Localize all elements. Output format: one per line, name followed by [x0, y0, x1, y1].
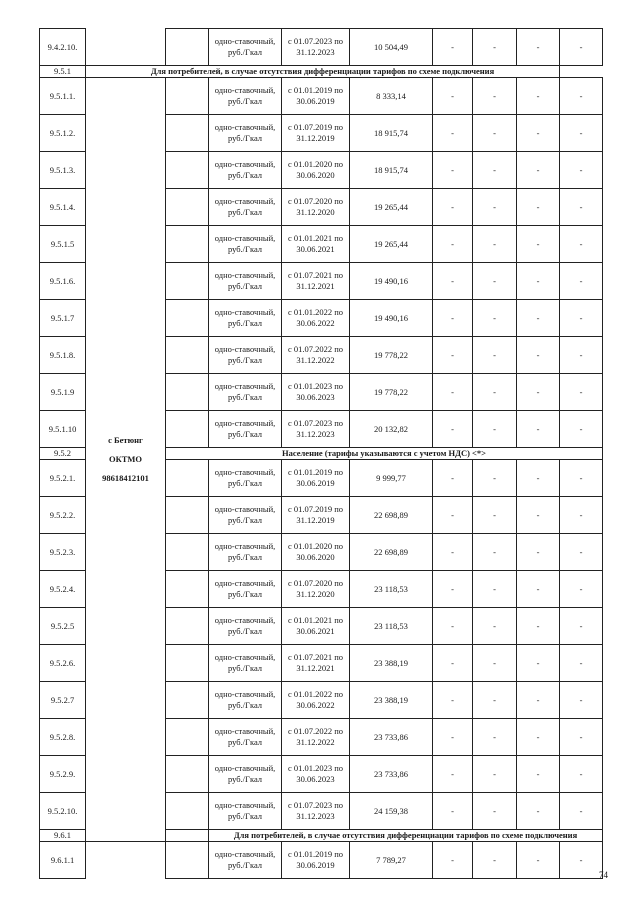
tariff-value: 18 915,74 [350, 152, 433, 189]
empty-cell [166, 78, 209, 115]
dash-cell: - [473, 300, 517, 337]
period-cell: с 01.07.2022 по 31.12.2022 [282, 337, 350, 374]
dash-cell: - [433, 337, 473, 374]
empty-cell [166, 497, 209, 534]
period-cell: с 01.07.2023 по 31.12.2023 [282, 29, 350, 66]
tariff-value: 23 733,86 [350, 719, 433, 756]
unit-cell: одно-ставочный, руб./Гкал [209, 756, 282, 793]
dash-cell: - [517, 226, 560, 263]
period-cell: с 01.01.2020 по 30.06.2020 [282, 152, 350, 189]
empty-cell [166, 682, 209, 719]
unit-cell: одно-ставочный, руб./Гкал [209, 115, 282, 152]
dash-cell: - [517, 189, 560, 226]
dash-cell: - [473, 682, 517, 719]
oktmo-label: ОКТМО [109, 454, 142, 464]
tariff-value: 7 789,27 [350, 842, 433, 879]
dash-cell: - [473, 756, 517, 793]
empty-cell [166, 793, 209, 830]
dash-cell: - [433, 374, 473, 411]
period-cell: с 01.07.2022 по 31.12.2022 [282, 719, 350, 756]
tariff-value: 19 778,22 [350, 374, 433, 411]
dash-cell: - [517, 608, 560, 645]
period-cell: с 01.07.2020 по 31.12.2020 [282, 571, 350, 608]
table-row [40, 842, 603, 879]
row-code: 9.5.2.2. [40, 497, 86, 534]
dash-cell: - [473, 29, 517, 66]
period-cell: с 01.01.2019 по 30.06.2019 [282, 460, 350, 497]
row-code: 9.5.2.9. [40, 756, 86, 793]
dash-cell: - [517, 842, 560, 879]
dash-cell: - [473, 645, 517, 682]
tariff-value: 9 999,77 [350, 460, 433, 497]
empty-cell [166, 460, 209, 497]
dash-cell: - [517, 719, 560, 756]
dash-cell: - [473, 534, 517, 571]
empty-cell [166, 842, 209, 879]
dash-cell: - [517, 497, 560, 534]
section-code: 9.5.2 [40, 448, 86, 460]
row-code: 9.5.1.9 [40, 374, 86, 411]
dash-cell: - [560, 337, 603, 374]
dash-cell: - [560, 115, 603, 152]
dash-cell: - [433, 645, 473, 682]
unit-cell: одно-ставочный, руб./Гкал [209, 842, 282, 879]
unit-cell: одно-ставочный, руб./Гкал [209, 571, 282, 608]
unit-cell: одно-ставочный, руб./Гкал [209, 374, 282, 411]
empty-cell [166, 534, 209, 571]
unit-cell: одно-ставочный, руб./Гкал [209, 645, 282, 682]
unit-cell: одно-ставочный, руб./Гкал [209, 189, 282, 226]
dash-cell: - [433, 115, 473, 152]
unit-cell: одно-ставочный, руб./Гкал [209, 682, 282, 719]
unit-cell: одно-ставочный, руб./Гкал [209, 337, 282, 374]
dash-cell: - [473, 411, 517, 448]
dash-cell: - [560, 29, 603, 66]
dash-cell: - [433, 226, 473, 263]
empty-cell [166, 115, 209, 152]
dash-cell: - [473, 337, 517, 374]
dash-cell: - [473, 793, 517, 830]
dash-cell: - [517, 152, 560, 189]
dash-cell: - [517, 300, 560, 337]
dash-cell: - [433, 719, 473, 756]
dash-cell: - [433, 263, 473, 300]
period-cell: с 01.07.2019 по 31.12.2019 [282, 497, 350, 534]
dash-cell: - [517, 115, 560, 152]
period-cell: с 01.01.2022 по 30.06.2022 [282, 682, 350, 719]
settlement-cell [86, 78, 166, 842]
dash-cell: - [433, 152, 473, 189]
row-code: 9.5.1.2. [40, 115, 86, 152]
row-code: 9.5.1.5 [40, 226, 86, 263]
tariff-table [39, 28, 603, 879]
dash-cell: - [560, 756, 603, 793]
dash-cell: - [517, 793, 560, 830]
row-code: 9.5.2.10. [40, 793, 86, 830]
empty-cell [166, 756, 209, 793]
tariff-value: 8 333,14 [350, 78, 433, 115]
blank-cell [166, 830, 209, 842]
unit-cell: одно-ставочный, руб./Гкал [209, 719, 282, 756]
dash-cell: - [433, 534, 473, 571]
table-row [40, 78, 603, 115]
tariff-value: 23 388,19 [350, 645, 433, 682]
unit-cell: одно-ставочный, руб./Гкал [209, 152, 282, 189]
dash-cell: - [560, 300, 603, 337]
empty-cell [166, 263, 209, 300]
section-code: 9.6.1 [40, 830, 86, 842]
dash-cell: - [473, 226, 517, 263]
tariff-value: 23 118,53 [350, 571, 433, 608]
dash-cell: - [517, 460, 560, 497]
dash-cell: - [473, 608, 517, 645]
empty-cell [166, 645, 209, 682]
tariff-value: 23 733,86 [350, 756, 433, 793]
dash-cell: - [560, 263, 603, 300]
empty-cell [166, 608, 209, 645]
empty-cell [166, 411, 209, 448]
unit-cell: одно-ставочный, руб./Гкал [209, 793, 282, 830]
dash-cell: - [473, 263, 517, 300]
unit-cell: одно-ставочный, руб./Гкал [209, 497, 282, 534]
unit-cell: одно-ставочный, руб./Гкал [209, 300, 282, 337]
dash-cell: - [560, 189, 603, 226]
row-code: 9.4.2.10. [40, 29, 86, 66]
period-cell: с 01.01.2021 по 30.06.2021 [282, 608, 350, 645]
dash-cell: - [517, 571, 560, 608]
row-code: 9.5.2.6. [40, 645, 86, 682]
period-cell: с 01.07.2021 по 31.12.2021 [282, 645, 350, 682]
dash-cell: - [560, 645, 603, 682]
unit-cell: одно-ставочный, руб./Гкал [209, 411, 282, 448]
row-code: 9.5.1.7 [40, 300, 86, 337]
tariff-value: 22 698,89 [350, 534, 433, 571]
unit-cell: одно-ставочный, руб./Гкал [209, 460, 282, 497]
dash-cell: - [473, 152, 517, 189]
oktmo-code: 98618412101 [102, 473, 149, 483]
dash-cell: - [560, 682, 603, 719]
dash-cell: - [433, 189, 473, 226]
row-code: 9.5.1.3. [40, 152, 86, 189]
dash-cell: - [473, 374, 517, 411]
blank-cell [86, 29, 166, 66]
row-code: 9.5.2.5 [40, 608, 86, 645]
row-code: 9.5.1.4. [40, 189, 86, 226]
dash-cell: - [517, 534, 560, 571]
unit-cell: одно-ставочный, руб./Гкал [209, 29, 282, 66]
unit-cell: одно-ставочный, руб./Гкал [209, 608, 282, 645]
dash-cell: - [517, 78, 560, 115]
tariff-value: 19 778,22 [350, 337, 433, 374]
dash-cell: - [560, 608, 603, 645]
empty-cell [166, 300, 209, 337]
unit-cell: одно-ставочный, руб./Гкал [209, 534, 282, 571]
period-cell: с 01.01.2023 по 30.06.2023 [282, 756, 350, 793]
dash-cell: - [517, 411, 560, 448]
dash-cell: - [560, 571, 603, 608]
period-cell: с 01.01.2021 по 30.06.2021 [282, 226, 350, 263]
dash-cell: - [517, 263, 560, 300]
dash-cell: - [560, 152, 603, 189]
period-cell: с 01.07.2023 по 31.12.2023 [282, 411, 350, 448]
empty-cell [166, 719, 209, 756]
dash-cell: - [473, 842, 517, 879]
dash-cell: - [473, 460, 517, 497]
row-code: 9.5.1.6. [40, 263, 86, 300]
row-code: 9.5.2.7 [40, 682, 86, 719]
dash-cell: - [433, 411, 473, 448]
dash-cell: - [560, 78, 603, 115]
tariff-value: 10 504,49 [350, 29, 433, 66]
dash-cell: - [433, 497, 473, 534]
empty-cell [166, 337, 209, 374]
dash-cell: - [433, 571, 473, 608]
dash-cell: - [517, 374, 560, 411]
dash-cell: - [473, 719, 517, 756]
row-code: 9.5.1.8. [40, 337, 86, 374]
dash-cell: - [517, 645, 560, 682]
tariff-value: 19 265,44 [350, 226, 433, 263]
table-row [40, 29, 603, 66]
section-code: 9.5.1 [40, 66, 86, 78]
dash-cell: - [473, 78, 517, 115]
period-cell: с 01.07.2023 по 31.12.2023 [282, 793, 350, 830]
dash-cell: - [517, 682, 560, 719]
dash-cell: - [560, 719, 603, 756]
row-code: 9.5.2.1. [40, 460, 86, 497]
empty-cell [166, 189, 209, 226]
row-code: 9.5.2.4. [40, 571, 86, 608]
empty-cell [166, 226, 209, 263]
row-code: 9.5.2.3. [40, 534, 86, 571]
dash-cell: - [433, 682, 473, 719]
dash-cell: - [560, 534, 603, 571]
row-code: 9.5.2.8. [40, 719, 86, 756]
period-cell: с 01.07.2021 по 31.12.2021 [282, 263, 350, 300]
tariff-value: 24 159,38 [350, 793, 433, 830]
dash-cell: - [517, 337, 560, 374]
settlement-name: с Бетюнг [108, 435, 143, 445]
empty-cell [166, 152, 209, 189]
period-cell: с 01.01.2023 по 30.06.2023 [282, 374, 350, 411]
dash-cell: - [517, 756, 560, 793]
dash-cell: - [433, 300, 473, 337]
dash-cell: - [560, 460, 603, 497]
row-code: 9.5.1.10 [40, 411, 86, 448]
tariff-value: 18 915,74 [350, 115, 433, 152]
dash-cell: - [517, 29, 560, 66]
tariff-value: 19 490,16 [350, 263, 433, 300]
dash-cell: - [473, 571, 517, 608]
page-number: 74 [599, 870, 608, 880]
dash-cell: - [433, 460, 473, 497]
dash-cell: - [560, 497, 603, 534]
empty-cell [166, 571, 209, 608]
dash-cell: - [560, 374, 603, 411]
unit-cell: одно-ставочный, руб./Гкал [209, 263, 282, 300]
dash-cell: - [433, 78, 473, 115]
tariff-value: 23 118,53 [350, 608, 433, 645]
dash-cell: - [560, 793, 603, 830]
empty-cell [166, 29, 209, 66]
dash-cell: - [433, 842, 473, 879]
tariff-value: 19 265,44 [350, 189, 433, 226]
dash-cell: - [433, 756, 473, 793]
tariff-value: 23 388,19 [350, 682, 433, 719]
dash-cell: - [473, 189, 517, 226]
period-cell: с 01.01.2020 по 30.06.2020 [282, 534, 350, 571]
tariff-value: 22 698,89 [350, 497, 433, 534]
dash-cell: - [473, 497, 517, 534]
dash-cell: - [560, 226, 603, 263]
period-cell: с 01.07.2020 по 31.12.2020 [282, 189, 350, 226]
row-code: 9.6.1.1 [40, 842, 86, 879]
unit-cell: одно-ставочный, руб./Гкал [209, 226, 282, 263]
dash-cell: - [473, 115, 517, 152]
dash-cell: - [560, 842, 603, 879]
section-title: Для потребителей, в случае отсутствия дифференциации тарифов по схеме подключения [86, 66, 560, 78]
tariff-value: 19 490,16 [350, 300, 433, 337]
unit-cell: одно-ставочный, руб./Гкал [209, 78, 282, 115]
section-heading-row [40, 66, 603, 78]
blank-cell [86, 842, 166, 879]
period-cell: с 01.07.2019 по 31.12.2019 [282, 115, 350, 152]
dash-cell: - [433, 793, 473, 830]
period-cell: с 01.01.2022 по 30.06.2022 [282, 300, 350, 337]
dash-cell: - [433, 608, 473, 645]
section-title: Для потребителей, в случае отсутствия дифференциации тарифов по схеме подключения [209, 830, 603, 842]
empty-cell [166, 374, 209, 411]
dash-cell: - [433, 29, 473, 66]
section-title: Население (тарифы указываются с учетом НДС) <*> [166, 448, 603, 460]
tariff-value: 20 132,82 [350, 411, 433, 448]
period-cell: с 01.01.2019 по 30.06.2019 [282, 78, 350, 115]
period-cell: с 01.01.2019 по 30.06.2019 [282, 842, 350, 879]
row-code: 9.5.1.1. [40, 78, 86, 115]
dash-cell: - [560, 411, 603, 448]
